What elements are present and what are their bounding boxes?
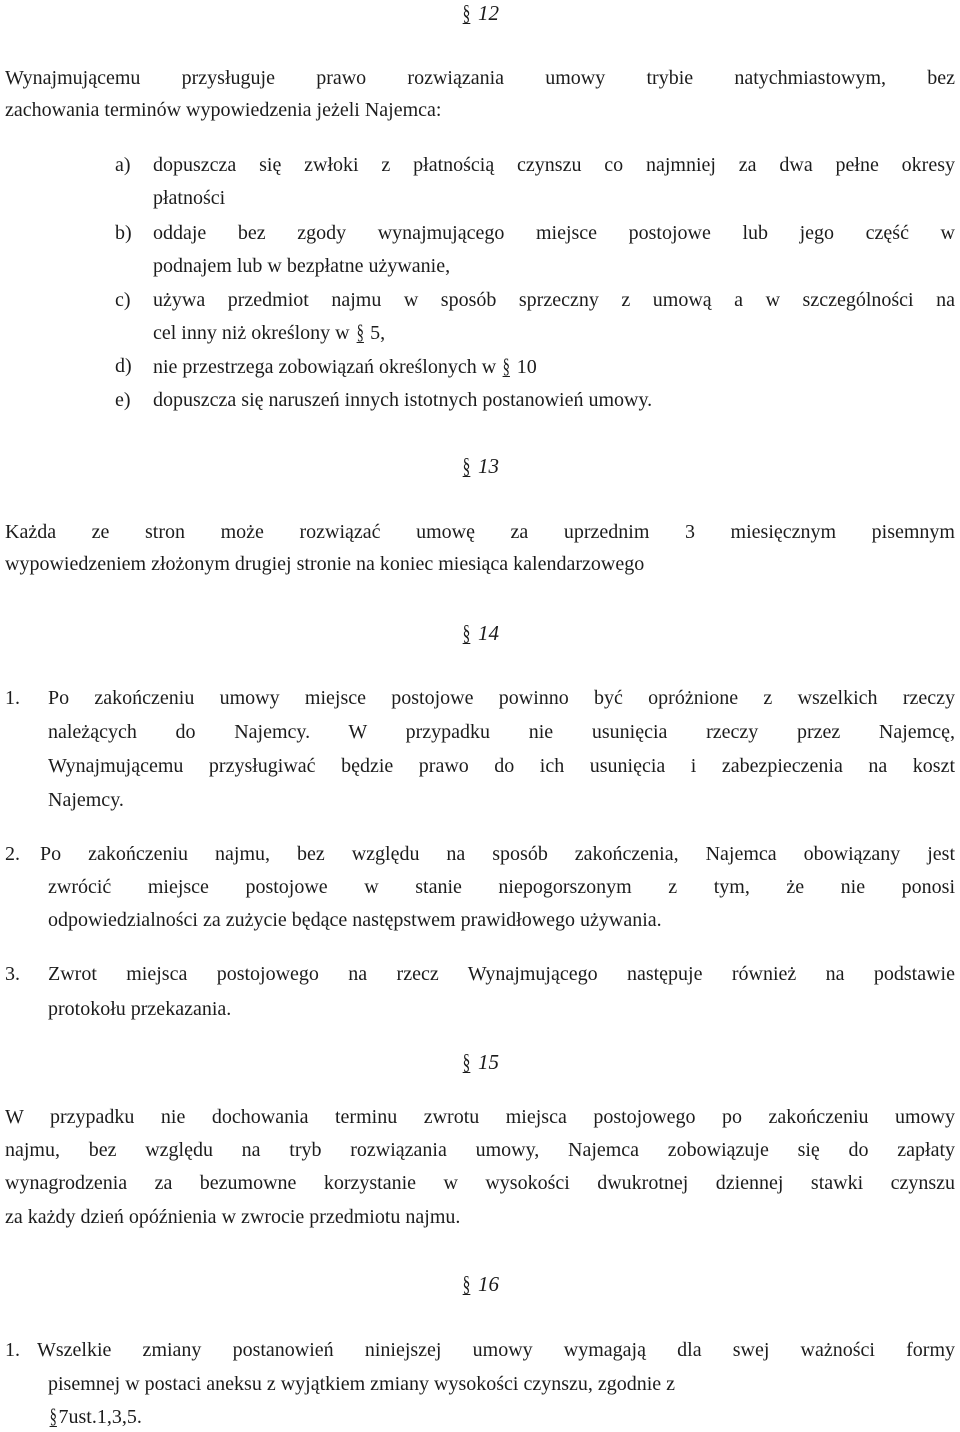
section-15-heading — [0, 1048, 960, 1076]
section-16-point-1-line-2: pisemnej w postaci aneksu z wyjątkiem zmiany wysokości czynszu, zgodnie z — [48, 1373, 676, 1395]
list-item-e-line-1: dopuszcza się naruszeń innych istotnych postanowień umowy. — [153, 389, 653, 411]
list-item-b-line-1: oddaje bez zgody wynajmującego miejsce postojowe lub jego część w — [153, 222, 955, 244]
section-14-point-2-line-2: zwrócić miejsce postojowe w stanie niepogorszonym z tym, że nie ponosi — [48, 876, 955, 898]
section-15-line-3: wynagrodzenia za bezumowne korzystanie w wysokości dwukrotnej dziennej stawki czynszu — [5, 1172, 955, 1194]
section-14-point-2-line-3: odpowiedzialności za zużycie będące następstwem prawidłowego używania. — [48, 909, 662, 931]
section-15-line-4: za każdy dzień opóźnienia w zwrocie przedmiotu najmu. — [5, 1206, 461, 1228]
section-12-intro-line-1: Wynajmującemu przysługuje prawo rozwiązania umowy trybie natychmiastowym, bez — [5, 67, 955, 89]
section-14-point-2-line-1: Po zakończeniu najmu, bez względu na sposób zakończenia, Najemca obowiązany jest — [40, 843, 955, 865]
section-sign-reference: § — [502, 354, 511, 378]
section-14-point-1-line-3: Wynajmującemu przysługiwać będzie prawo do ich usunięcia i zabezpieczenia na koszt — [48, 755, 955, 777]
point-marker: 3. — [5, 963, 20, 985]
list-item-marker: b) — [115, 222, 132, 244]
list-item-b-line-2: podnajem lub w bezpłatne używanie, — [153, 255, 451, 277]
section-13-heading — [0, 452, 960, 480]
list-item-marker: e) — [115, 389, 131, 411]
section-number: 15 — [478, 1050, 499, 1074]
section-12-intro-line-2: zachowania terminów wypowiedzenia jeżeli Najemca: — [5, 99, 442, 121]
section-15-line-2: najmu, bez względu na tryb rozwiązania umowy, Najemca zobowiązuje się do zapłaty — [5, 1139, 955, 1161]
section-14-point-3-line-1: Zwrot miejsca postojowego na rzecz Wynajmującego następuje również na podstawie — [48, 963, 955, 985]
point-marker: 1. — [5, 1339, 20, 1361]
section-14-point-1-line-2: należących do Najemcy. W przypadku nie usunięcia rzeczy przez Najemcę, — [48, 721, 955, 743]
list-item-a-line-2: płatności — [153, 187, 226, 209]
section-14-point-1-line-4: Najemcy. — [48, 789, 124, 811]
section-12-heading — [0, 0, 960, 27]
section-14-heading — [0, 619, 960, 647]
list-item-c-line-1: używa przedmiot najmu w sposób sprzeczny z umową a w szczególności na — [153, 289, 955, 311]
section-sign: § — [462, 620, 471, 645]
section-number: 16 — [478, 1272, 499, 1296]
point-marker: 2. — [5, 843, 20, 865]
list-item-d-text: nie przestrzega zobowiązań określonych w — [153, 356, 497, 378]
list-item-d-line-1 — [153, 352, 537, 381]
section-16-point-1-line-1: Wszelkie zmiany postanowień niniejszej umowy wymagają dla swej ważności formy — [37, 1339, 955, 1361]
section-sign-reference: § — [356, 320, 364, 344]
list-item-c-text: cel inny niż określony w — [153, 322, 350, 344]
list-item-d-ref: 10 — [516, 356, 537, 378]
list-item-marker: a) — [115, 154, 131, 176]
list-item-c-ref: 5, — [370, 322, 386, 344]
list-item-a-line-1: dopuszcza się zwłoki z płatnością czynszu co najmniej za dwa pełne okresy — [153, 154, 955, 176]
section-15-line-1: W przypadku nie dochowania terminu zwrotu miejsca postojowego po zakończeniu umowy — [5, 1106, 955, 1128]
section-sign-reference: § — [49, 1404, 57, 1428]
section-13-line-1: Każda ze stron może rozwiązać umowę za uprzednim 3 miesięcznym pisemnym — [5, 521, 955, 543]
list-item-c-line-2 — [153, 318, 385, 347]
section-16-ref: 7ust.1,3,5. — [58, 1406, 142, 1428]
section-sign: § — [462, 1049, 471, 1074]
section-16-heading — [0, 1270, 960, 1298]
section-number: 12 — [478, 1, 499, 25]
point-marker: 1. — [5, 687, 20, 709]
section-sign: § — [462, 1271, 471, 1296]
section-16-point-1-line-3 — [48, 1402, 142, 1431]
section-sign: § — [462, 453, 471, 478]
section-13-line-2: wypowiedzeniem złożonym drugiej stronie na koniec miesiąca kalendarzowego — [5, 553, 645, 575]
section-sign: § — [462, 0, 471, 25]
list-item-marker: d) — [115, 355, 132, 377]
section-14-point-1-line-1: Po zakończeniu umowy miejsce postojowe powinno być opróżnione z wszelkich rzeczy — [48, 687, 955, 709]
section-number: 13 — [478, 454, 499, 478]
section-number: 14 — [478, 621, 499, 645]
section-14-point-3-line-2: protokołu przekazania. — [48, 998, 232, 1020]
list-item-marker: c) — [115, 289, 131, 311]
